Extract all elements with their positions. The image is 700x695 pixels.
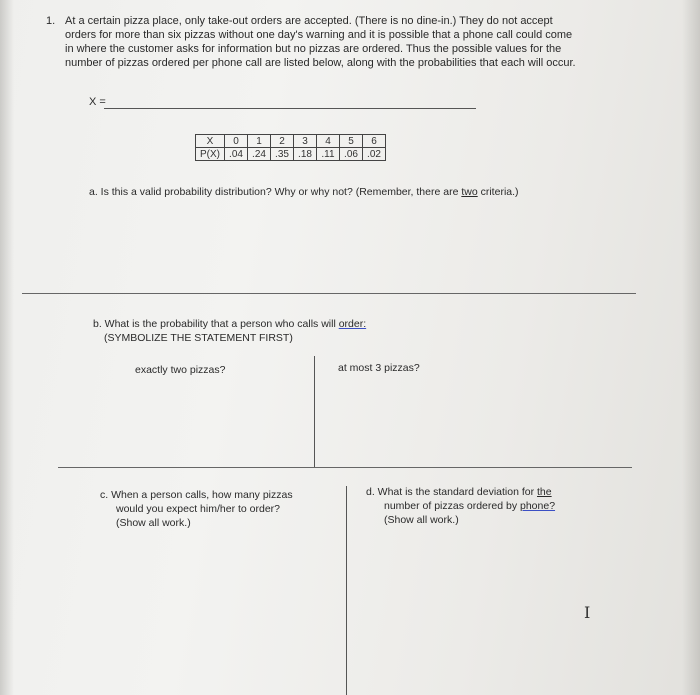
p-value: .24: [248, 148, 271, 161]
question-line-2: orders for more than six pizzas without one day's warning and it is possible that a phone call could come: [65, 29, 573, 41]
x-header: X: [196, 135, 225, 148]
px-row: [196, 148, 386, 161]
x-value: 4: [317, 135, 340, 148]
x-value: 2: [271, 135, 294, 148]
part-b-text: b. What is the probability that a person who calls will: [93, 318, 339, 330]
question-line-1: At a certain pizza place, only take-out orders are accepted. (There is no dine-in.) They do not accept: [65, 15, 553, 27]
page-shadow-right: [682, 0, 700, 695]
section-divider-a: [22, 293, 636, 294]
part-d-text-2: number of pizzas ordered by: [384, 500, 520, 512]
p-value: .18: [294, 148, 317, 161]
section-divider-b: [58, 467, 632, 468]
part-a-underlined: two: [461, 186, 478, 198]
x-value: 1: [248, 135, 271, 148]
part-b-question: [93, 318, 366, 331]
part-a-text: a. Is this a valid probability distribution? Why or why not? (Remember, there are: [89, 186, 462, 198]
part-cd-column-divider: [346, 486, 347, 695]
x-definition-blank[interactable]: [104, 108, 476, 109]
p-value: .04: [225, 148, 248, 161]
x-definition-label: X =: [89, 96, 106, 108]
part-a-question: [89, 186, 519, 199]
part-d-text: d. What is the standard deviation for: [366, 486, 538, 498]
part-b-underlined: order:: [338, 318, 367, 330]
part-c-line-1: c. When a person calls, how many pizzas: [100, 489, 293, 501]
part-b-left-prompt: exactly two pizzas?: [135, 364, 226, 376]
p-value: .35: [271, 148, 294, 161]
part-d-underlined-2: phone?: [520, 500, 556, 512]
part-b-right-prompt: at most 3 pizzas?: [338, 362, 420, 374]
part-d-line-3: (Show all work.): [384, 514, 459, 526]
page-shadow-left: [0, 0, 14, 695]
question-line-4: number of pizzas ordered per phone call are listed below, along with the probabilities that each will occur.: [65, 57, 576, 69]
px-header: P(X): [196, 148, 225, 161]
part-a-text-end: criteria.): [477, 186, 519, 198]
part-b-instruction: (SYMBOLIZE THE STATEMENT FIRST): [104, 332, 293, 344]
part-c-line-2: would you expect him/her to order?: [116, 503, 281, 515]
p-value: .06: [340, 148, 363, 161]
x-value: 3: [294, 135, 317, 148]
question-number: 1.: [46, 15, 56, 27]
part-d-line-2: [384, 500, 555, 513]
part-c-line-3: (Show all work.): [116, 517, 191, 529]
p-value: .11: [317, 148, 340, 161]
x-value: 5: [340, 135, 363, 148]
probability-distribution-table: [195, 134, 386, 161]
x-value: 0: [225, 135, 248, 148]
p-value: .02: [363, 148, 386, 161]
part-d-line-1: [366, 486, 552, 499]
question-line-3: in where the customer asks for information but no pizzas are ordered. Thus the possible values for the: [65, 43, 562, 55]
part-d-underlined-1: the: [537, 486, 552, 498]
text-cursor-icon: I: [584, 603, 591, 622]
x-row: [196, 135, 386, 148]
x-value: 6: [363, 135, 386, 148]
part-b-column-divider: [314, 356, 315, 468]
